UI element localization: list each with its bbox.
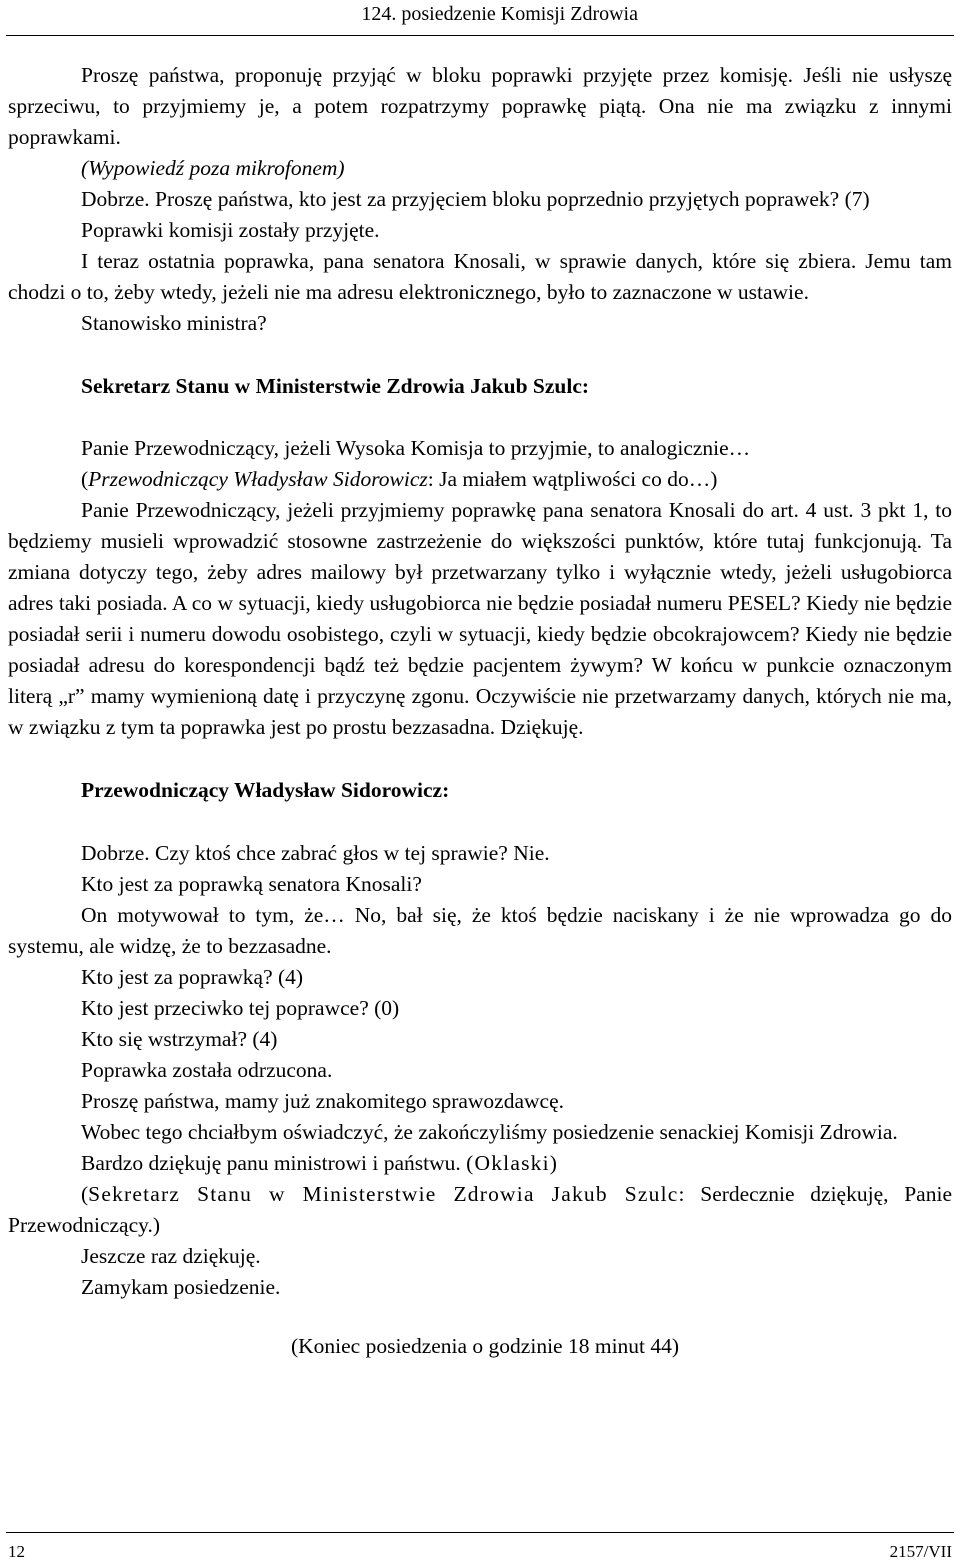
paragraph: Zamykam posiedzenie.: [81, 1275, 281, 1299]
interjection-text: : Ja miałem wątpliwości co do…): [427, 467, 718, 491]
interjection: [8, 464, 952, 495]
paragraph: On motywował to tym, że… No, bał się, że ktoś będzie naciskany i że nie wprowadza go do systemu, ale widzę, że to bezzasadne.: [8, 903, 952, 958]
transcript-body: [8, 60, 952, 1362]
paragraph: Stanowisko ministra?: [81, 311, 267, 335]
applause-remark: (Oklaski): [466, 1151, 559, 1175]
remark: [8, 153, 952, 184]
paragraph: Dobrze. Czy ktoś chce zabrać głos w tej sprawie? Nie.: [81, 841, 550, 865]
paragraph: Dobrze. Proszę państwa, kto jest za przyjęciem bloku poprzednio przyjętych poprawek? (7): [81, 187, 870, 211]
document-number: 2157/VII: [889, 1542, 952, 1561]
paragraph: Kto się wstrzymał? (4): [81, 1027, 278, 1051]
paragraph: Proszę państwa, proponuję przyjąć w bloku poprawki przyjęte przez komisję. Jeśli nie usłyszę sprzeciwu, to przyjmiemy je, a potem rozpatrzymy poprawkę piątą. Ona nie ma związku z innymi poprawkami.: [8, 63, 952, 149]
interjection-speaker: Przewodniczący Władysław Sidorowicz: [88, 467, 428, 491]
footer-rule: [6, 1532, 954, 1533]
closing-speaker: Sekretarz Stanu w Ministerstwie Zdrowia Jakub Szulc: [88, 1182, 679, 1206]
page-header-title: 124. posiedzenie Komisji Zdrowia: [361, 3, 638, 25]
paragraph: Panie Przewodniczący, jeżeli przyjmiemy poprawkę pana senatora Knosali do art. 4 ust. 3 pkt 1, to będziemy musieli wprowadzić stosowne zastrzeżenie do większości punktów, które tutaj funkcjonują. Ta zmiana dotyczy tego, żeby adres mailowy był przetwarzany tylko i wyłącznie wtedy, jeżeli usługobiorca adres taki posiada. A co w sytuacji, kiedy usługobiorca nie będzie posiadał numeru PESEL? Kiedy nie będzie posiadał serii i numeru dowodu osobistego, czyli w sytuacji, kiedy będzie obcokrajowcem? Kiedy nie będzie posiadał adresu do korespondencji bądź też będzie pacjentem żywym? W końcu w punkcie oznaczonym literą „r” mamy wymienioną datę i przyczynę zgonu. Oczywiście nie przetwarzamy danych, których nie ma, w związku z tym ta poprawka jest po prostu bezzasadna. Dziękuję.: [8, 498, 952, 739]
closing-text: : Serdecznie dziękuję, Panie Przewodniczący.): [8, 1182, 952, 1237]
remark-text: (Wypowiedź poza mikrofonem): [81, 156, 345, 180]
paragraph: Kto jest przeciwko tej poprawce? (0): [81, 996, 400, 1020]
paragraph: Panie Przewodniczący, jeżeli Wysoka Komisja to przyjmie, to analogicznie…: [81, 436, 751, 460]
paragraph: Proszę państwa, mamy już znakomitego sprawozdawcę.: [81, 1089, 564, 1113]
page-number: 12: [8, 1542, 25, 1561]
paragraph: Kto jest za poprawką senatora Knosali?: [81, 872, 422, 896]
paragraph: Kto jest za poprawką? (4): [81, 965, 304, 989]
paragraph: Poprawki komisji zostały przyjęte.: [81, 218, 380, 242]
session-end-note: (Koniec posiedzenia o godzinie 18 minut 44): [290, 1334, 680, 1358]
speaker-heading: Sekretarz Stanu w Ministerstwie Zdrowia Jakub Szulc:: [81, 374, 590, 398]
interjection-open: (: [81, 467, 89, 491]
thanks-text: Bardzo dziękuję panu ministrowi i państwu.: [81, 1151, 467, 1175]
paragraph: I teraz ostatnia poprawka, pana senatora Knosali, w sprawie danych, które się zbiera. Jemu tam chodzi o to, żeby wtedy, jeżeli nie ma adresu elektronicznego, było to zaznaczone w ustawie.: [8, 249, 952, 304]
paragraph: Wobec tego chciałbym oświadczyć, że zakończyliśmy posiedzenie senackiej Komisji Zdrowia.: [81, 1120, 898, 1144]
paragraph: Jeszcze raz dziękuję.: [81, 1244, 261, 1268]
speaker-heading: Przewodniczący Władysław Sidorowicz:: [81, 778, 450, 802]
header-rule: [6, 35, 954, 36]
paragraph: Poprawka została odrzucona.: [81, 1058, 333, 1082]
paragraph-with-remark: [8, 1148, 952, 1179]
closing-open: (: [81, 1182, 89, 1206]
closing-remark: [8, 1179, 952, 1241]
